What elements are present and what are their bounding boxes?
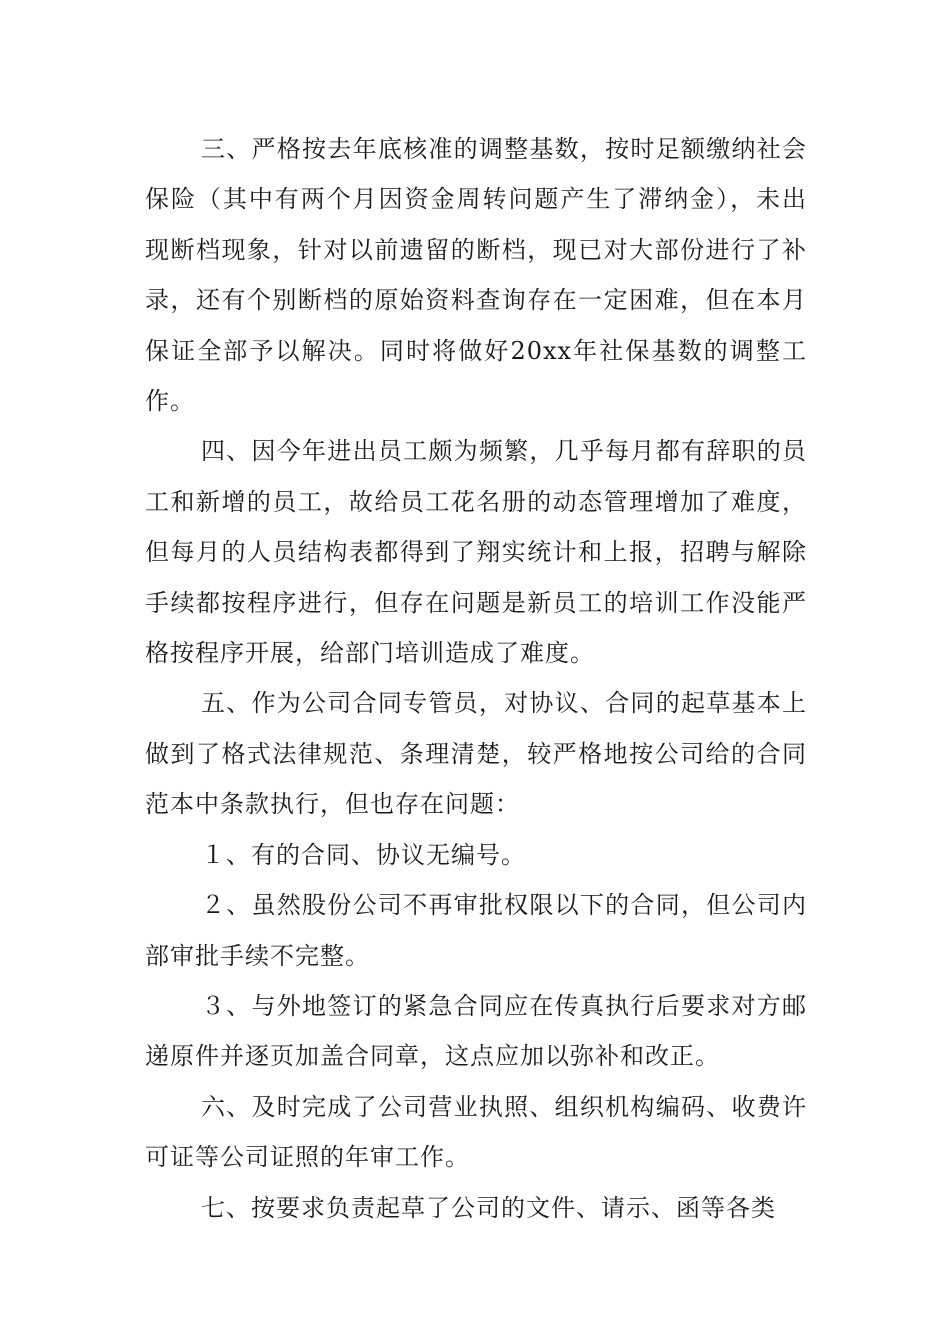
- paragraph-section-6: 六、及时完成了公司营业执照、组织机构编码、收费许可证等公司证照的年审工作。: [145, 1092, 807, 1172]
- document-body: [145, 124, 807, 1233]
- paragraph-item-2: ２、虽然股份公司不再审批权限以下的合同，但公司内部审批手续不完整。: [145, 891, 807, 970]
- paragraph-section-5: 五、作为公司合同专管员，对协议、合同的起草基本上做到了格式法律规范、条理清楚，较严格地按公司给的合同范本中条款执行，但也存在问题：: [145, 689, 807, 819]
- paragraph-section-4: 四、因今年进出员工颇为频繁，几乎每月都有辞职的员工和新增的员工，故给员工花名册的动态管理增加了难度，但每月的人员结构表都得到了翔实统计和上报，招聘与解除手续都按程序进行，但存在问题是新员工的培训工作没能严格按程序开展，给部门培训造成了难度。: [145, 437, 807, 668]
- paragraph-item-3: ３、与外地签订的紧急合同应在传真执行后要求对方邮递原件并逐页加盖合同章，这点应加以弥补和改正。: [145, 991, 807, 1071]
- paragraph-item-1: １、有的合同、协议无编号。: [201, 840, 526, 869]
- paragraph-section-3: 三、严格按去年底核准的调整基数，按时足额缴纳社会保险（其中有两个月因资金周转问题产生了滞纳金），未出现断档现象，针对以前遗留的断档，现已对大部份进行了补录，还有个别断档的原始资料查询存在一定困难，但在本月保证全部予以解决。同时将做好20xx年社保基数的调整工作。: [145, 135, 807, 416]
- paragraph-section-7: 七、按要求负责起草了公司的文件、请示、函等各类: [201, 1193, 776, 1222]
